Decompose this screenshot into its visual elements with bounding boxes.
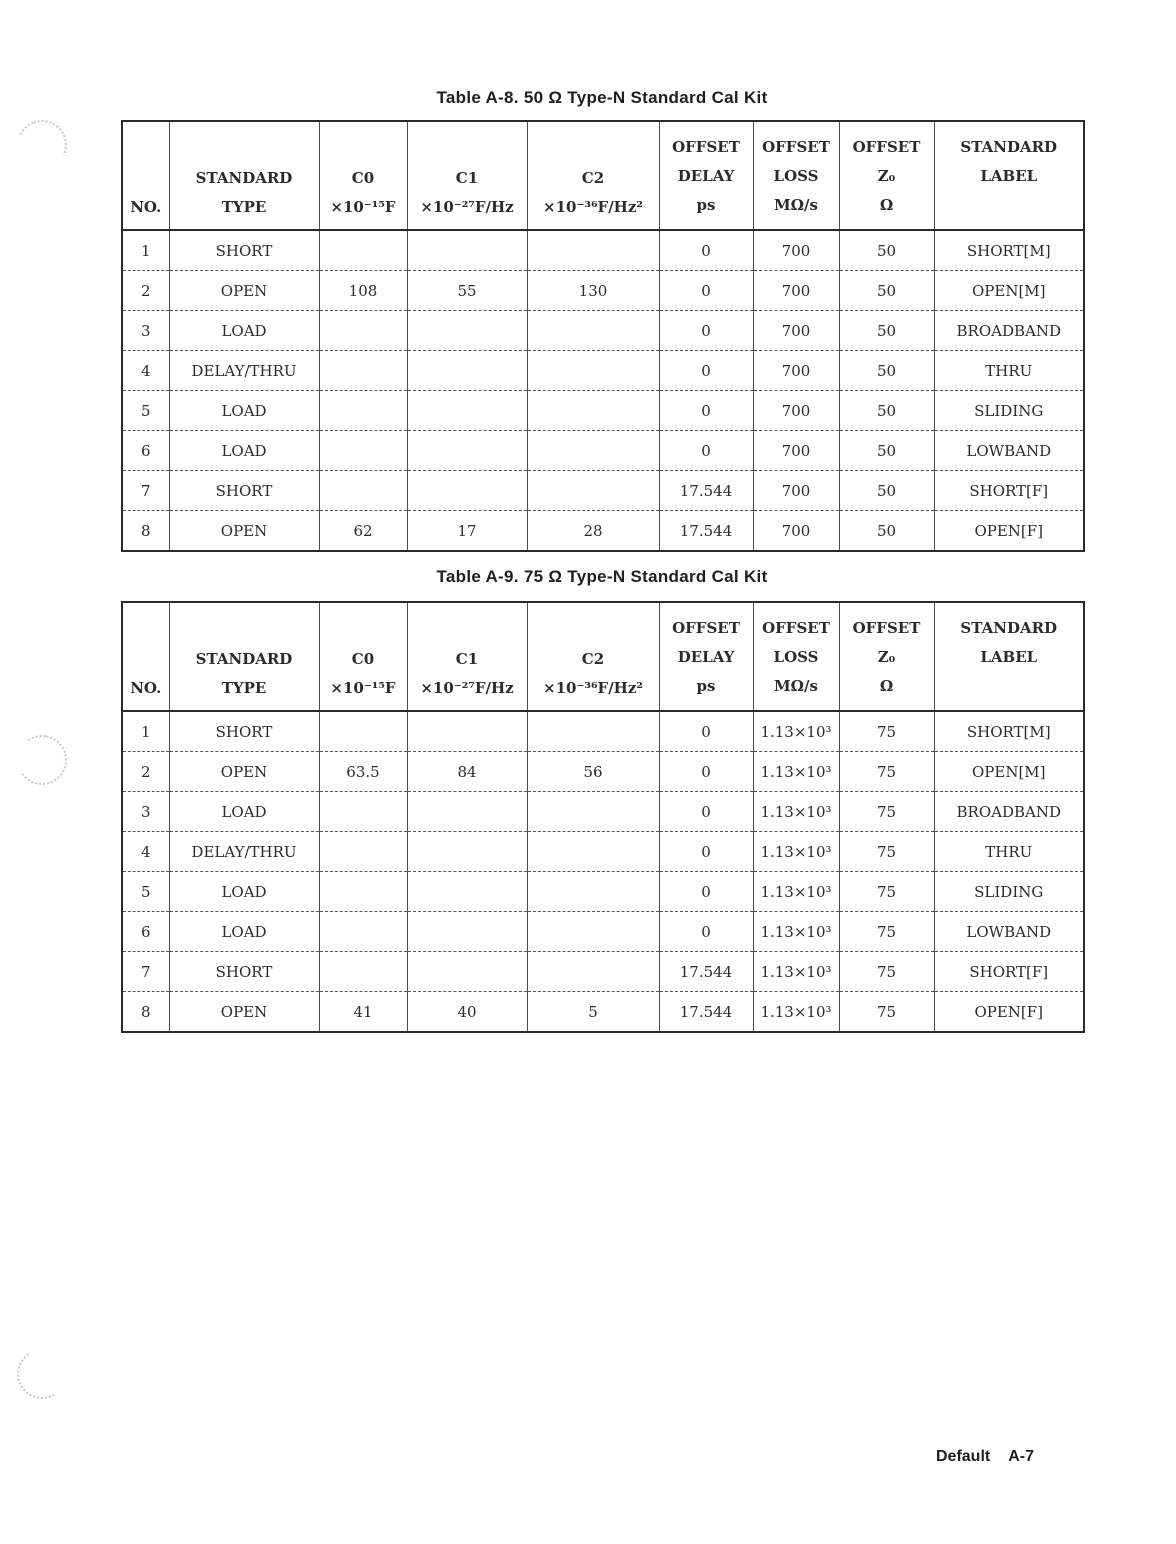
cell-c1 — [407, 792, 527, 832]
cell-c2 — [527, 832, 659, 872]
cell-c1 — [407, 311, 527, 351]
table-row — [122, 351, 1084, 391]
cell-c0 — [319, 711, 407, 752]
cell-c2: 5 — [527, 992, 659, 1033]
cell-type: OPEN — [169, 992, 319, 1033]
cell-type: SHORT — [169, 711, 319, 752]
cell-type: LOAD — [169, 872, 319, 912]
cell-c1 — [407, 351, 527, 391]
col-header-offset-z0: OFFSET Z₀ Ω — [839, 602, 934, 711]
cell-offset-loss: 1.13×10³ — [753, 752, 839, 792]
cell-no: 3 — [122, 311, 169, 351]
cell-c0 — [319, 311, 407, 351]
cell-c2 — [527, 792, 659, 832]
cell-c2 — [527, 431, 659, 471]
cell-offset-loss: 700 — [753, 311, 839, 351]
cell-type: OPEN — [169, 511, 319, 552]
cal-kit-table-75ohm — [121, 601, 1085, 1033]
cell-type: SHORT — [169, 952, 319, 992]
col-header-no: NO. — [122, 121, 169, 230]
cell-no: 1 — [122, 711, 169, 752]
cell-offset-z0: 50 — [839, 230, 934, 271]
col-header-offset-delay: OFFSET DELAY ps — [659, 121, 753, 230]
cell-no: 3 — [122, 792, 169, 832]
cell-label: SHORT[F] — [934, 471, 1084, 511]
cell-c1: 84 — [407, 752, 527, 792]
col-header-c1: C1 ×10⁻²⁷F/Hz — [407, 121, 527, 230]
cell-c2 — [527, 711, 659, 752]
cell-type: DELAY/THRU — [169, 832, 319, 872]
cell-label: SLIDING — [934, 872, 1084, 912]
cell-c0: 62 — [319, 511, 407, 552]
header-row — [122, 121, 1084, 230]
table-a9-title: Table A-9. 75 Ω Type-N Standard Cal Kit — [436, 567, 768, 586]
cell-offset-loss: 700 — [753, 351, 839, 391]
punch-hole-artifact — [11, 1343, 72, 1404]
cell-offset-z0: 75 — [839, 952, 934, 992]
col-header-standard-type: STANDARD TYPE — [169, 602, 319, 711]
cell-offset-delay: 0 — [659, 230, 753, 271]
table-row — [122, 391, 1084, 431]
cell-offset-z0: 50 — [839, 311, 934, 351]
col-header-offset-loss: OFFSET LOSS MΩ/s — [753, 602, 839, 711]
cell-c1: 17 — [407, 511, 527, 552]
cell-no: 1 — [122, 230, 169, 271]
cell-offset-delay: 0 — [659, 832, 753, 872]
cell-no: 6 — [122, 431, 169, 471]
table-row — [122, 912, 1084, 952]
cell-label: SLIDING — [934, 391, 1084, 431]
cell-offset-z0: 75 — [839, 752, 934, 792]
cell-label: OPEN[M] — [934, 271, 1084, 311]
col-header-c2: C2 ×10⁻³⁶F/Hz² — [527, 602, 659, 711]
cell-c2 — [527, 912, 659, 952]
page-footer — [936, 1448, 1034, 1466]
cell-offset-delay: 0 — [659, 311, 753, 351]
cell-c0 — [319, 230, 407, 271]
cell-offset-loss: 1.13×10³ — [753, 832, 839, 872]
cell-offset-delay: 0 — [659, 711, 753, 752]
cell-label: THRU — [934, 832, 1084, 872]
table-row — [122, 752, 1084, 792]
cell-offset-loss: 1.13×10³ — [753, 912, 839, 952]
cell-type: LOAD — [169, 431, 319, 471]
cell-type: OPEN — [169, 271, 319, 311]
cell-offset-z0: 75 — [839, 792, 934, 832]
cell-c2 — [527, 952, 659, 992]
col-header-c1: C1 ×10⁻²⁷F/Hz — [407, 602, 527, 711]
cell-label: OPEN[M] — [934, 752, 1084, 792]
cell-offset-delay: 0 — [659, 912, 753, 952]
cell-type: LOAD — [169, 792, 319, 832]
table-row — [122, 230, 1084, 271]
cell-type: LOAD — [169, 311, 319, 351]
cell-offset-z0: 75 — [839, 992, 934, 1033]
footer-section-label: Default — [936, 1448, 991, 1465]
cell-c0 — [319, 471, 407, 511]
cell-offset-delay: 0 — [659, 872, 753, 912]
cell-offset-loss: 1.13×10³ — [753, 952, 839, 992]
col-header-c2: C2 ×10⁻³⁶F/Hz² — [527, 121, 659, 230]
cell-offset-delay: 0 — [659, 271, 753, 311]
table-row — [122, 511, 1084, 552]
table-row — [122, 471, 1084, 511]
table-a8-title: Table A-8. 50 Ω Type-N Standard Cal Kit — [436, 88, 768, 107]
table-row — [122, 271, 1084, 311]
cell-offset-z0: 50 — [839, 391, 934, 431]
table-row — [122, 711, 1084, 752]
cell-label: LOWBAND — [934, 912, 1084, 952]
cell-c0 — [319, 351, 407, 391]
col-header-no: NO. — [122, 602, 169, 711]
cell-offset-z0: 50 — [839, 431, 934, 471]
cell-c1 — [407, 711, 527, 752]
table-row — [122, 431, 1084, 471]
table-row — [122, 952, 1084, 992]
cell-label: BROADBAND — [934, 792, 1084, 832]
col-header-standard-label: STANDARD LABEL — [934, 602, 1084, 711]
cell-c0: 41 — [319, 992, 407, 1033]
footer-page-number: A-7 — [1008, 1448, 1035, 1465]
col-header-c0: C0 ×10⁻¹⁵F — [319, 602, 407, 711]
col-header-standard-type: STANDARD TYPE — [169, 121, 319, 230]
cell-offset-loss: 700 — [753, 431, 839, 471]
cell-c2 — [527, 230, 659, 271]
cell-c2 — [527, 471, 659, 511]
cell-c2 — [527, 311, 659, 351]
cell-type: LOAD — [169, 912, 319, 952]
cell-offset-loss: 1.13×10³ — [753, 792, 839, 832]
cell-c0: 108 — [319, 271, 407, 311]
table-row — [122, 872, 1084, 912]
cell-offset-z0: 50 — [839, 351, 934, 391]
table-row — [122, 992, 1084, 1033]
cell-label: THRU — [934, 351, 1084, 391]
cell-c0 — [319, 431, 407, 471]
cell-type: SHORT — [169, 230, 319, 271]
cell-offset-z0: 50 — [839, 511, 934, 552]
cell-c2: 130 — [527, 271, 659, 311]
cell-offset-z0: 75 — [839, 711, 934, 752]
table-row — [122, 792, 1084, 832]
cell-offset-delay: 17.544 — [659, 952, 753, 992]
cell-type: OPEN — [169, 752, 319, 792]
cell-c1 — [407, 471, 527, 511]
cell-c1 — [407, 832, 527, 872]
cell-no: 2 — [122, 271, 169, 311]
cell-no: 2 — [122, 752, 169, 792]
cell-no: 8 — [122, 992, 169, 1033]
cell-c1 — [407, 391, 527, 431]
cell-offset-delay: 17.544 — [659, 992, 753, 1033]
col-header-standard-label: STANDARD LABEL — [934, 121, 1084, 230]
col-header-offset-z0: OFFSET Z₀ Ω — [839, 121, 934, 230]
col-header-c0: C0 ×10⁻¹⁵F — [319, 121, 407, 230]
cell-offset-z0: 50 — [839, 471, 934, 511]
header-row — [122, 602, 1084, 711]
cell-c1: 55 — [407, 271, 527, 311]
cell-offset-delay: 0 — [659, 431, 753, 471]
col-header-offset-delay: OFFSET DELAY ps — [659, 602, 753, 711]
cell-c0 — [319, 391, 407, 431]
cell-offset-z0: 75 — [839, 912, 934, 952]
cell-offset-z0: 75 — [839, 832, 934, 872]
cell-type: DELAY/THRU — [169, 351, 319, 391]
cell-c2 — [527, 391, 659, 431]
cell-no: 5 — [122, 872, 169, 912]
cell-c1 — [407, 230, 527, 271]
cell-offset-delay: 0 — [659, 391, 753, 431]
cell-label: OPEN[F] — [934, 511, 1084, 552]
cell-c0 — [319, 912, 407, 952]
cell-no: 6 — [122, 912, 169, 952]
punch-hole-artifact — [13, 731, 71, 789]
cell-no: 7 — [122, 471, 169, 511]
cell-c1 — [407, 912, 527, 952]
cell-c1 — [407, 952, 527, 992]
cell-label: LOWBAND — [934, 431, 1084, 471]
cell-c1: 40 — [407, 992, 527, 1033]
cell-label: SHORT[M] — [934, 711, 1084, 752]
cell-c0: 63.5 — [319, 752, 407, 792]
cell-c0 — [319, 792, 407, 832]
cell-offset-loss: 700 — [753, 391, 839, 431]
cell-c2 — [527, 872, 659, 912]
cell-no: 7 — [122, 952, 169, 992]
cell-offset-z0: 75 — [839, 872, 934, 912]
cell-offset-loss: 700 — [753, 511, 839, 552]
cell-offset-delay: 0 — [659, 752, 753, 792]
cell-c0 — [319, 832, 407, 872]
cell-offset-loss: 700 — [753, 471, 839, 511]
table-row — [122, 311, 1084, 351]
cal-kit-table-50ohm — [121, 120, 1085, 552]
cell-c2: 56 — [527, 752, 659, 792]
cell-label: OPEN[F] — [934, 992, 1084, 1033]
cell-c1 — [407, 872, 527, 912]
cell-type: LOAD — [169, 391, 319, 431]
cell-no: 8 — [122, 511, 169, 552]
cell-offset-delay: 0 — [659, 351, 753, 391]
cell-offset-delay: 17.544 — [659, 471, 753, 511]
cell-offset-loss: 700 — [753, 271, 839, 311]
cell-offset-z0: 50 — [839, 271, 934, 311]
cell-c1 — [407, 431, 527, 471]
punch-hole-artifact — [10, 113, 74, 177]
table-row — [122, 832, 1084, 872]
cell-offset-delay: 0 — [659, 792, 753, 832]
cell-label: SHORT[M] — [934, 230, 1084, 271]
cell-offset-loss: 1.13×10³ — [753, 711, 839, 752]
cell-offset-loss: 1.13×10³ — [753, 992, 839, 1033]
cell-no: 4 — [122, 832, 169, 872]
cell-c0 — [319, 872, 407, 912]
cell-no: 4 — [122, 351, 169, 391]
cell-label: BROADBAND — [934, 311, 1084, 351]
cell-no: 5 — [122, 391, 169, 431]
cell-offset-loss: 700 — [753, 230, 839, 271]
cell-type: SHORT — [169, 471, 319, 511]
cell-c2 — [527, 351, 659, 391]
cell-offset-delay: 17.544 — [659, 511, 753, 552]
cell-c0 — [319, 952, 407, 992]
col-header-offset-loss: OFFSET LOSS MΩ/s — [753, 121, 839, 230]
cell-label: SHORT[F] — [934, 952, 1084, 992]
cell-c2: 28 — [527, 511, 659, 552]
cell-offset-loss: 1.13×10³ — [753, 872, 839, 912]
